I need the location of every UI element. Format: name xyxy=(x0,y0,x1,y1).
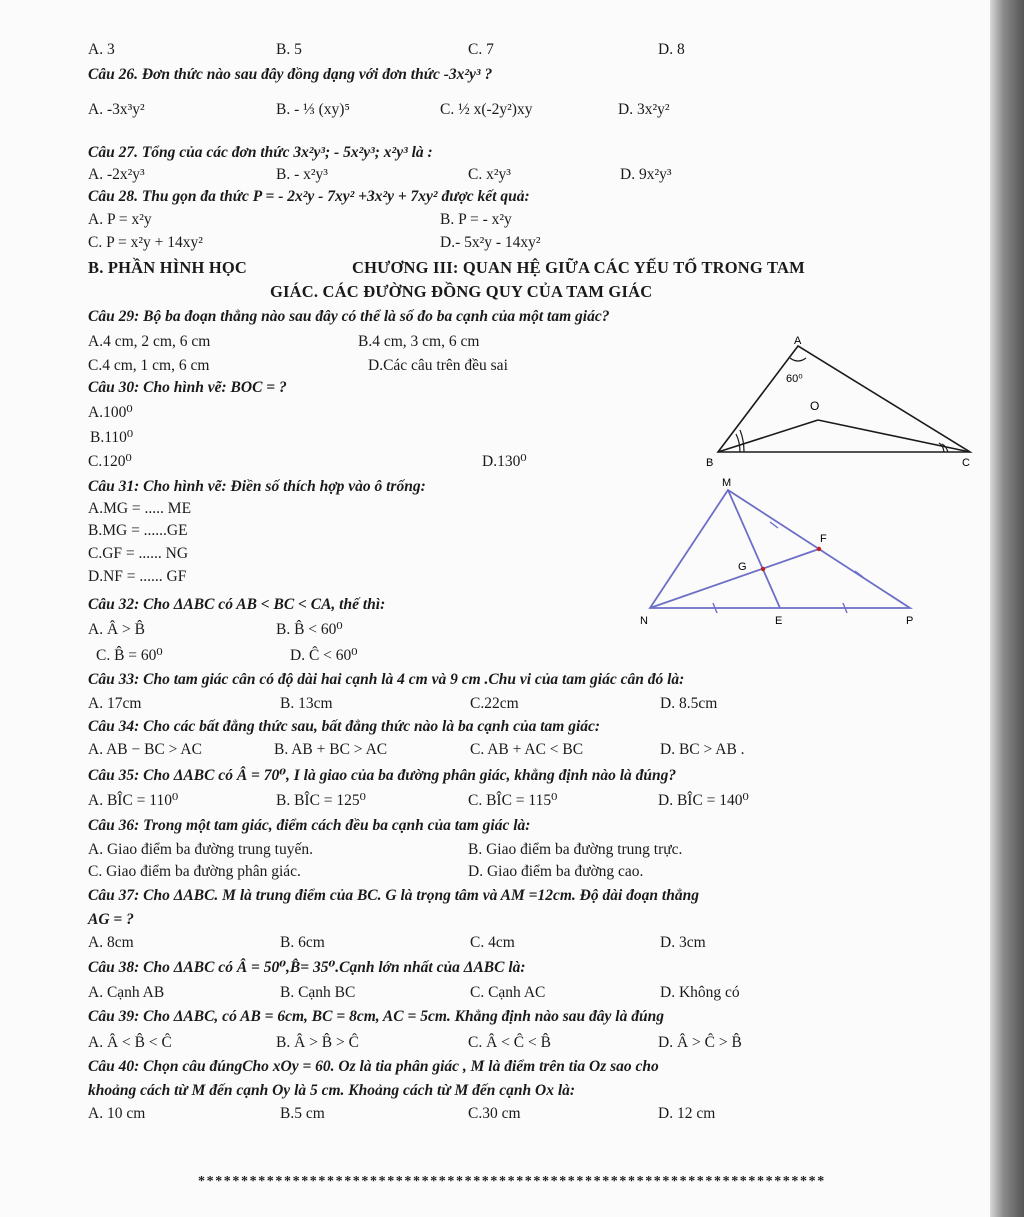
question-line: Câu 32: Cho ΔABC có AB < BC < CA, thế thì: xyxy=(88,596,386,613)
answer-option: A.100⁰ xyxy=(88,404,133,421)
question-line: Câu 33: Cho tam giác cân có độ dài hai cạnh là 4 cm và 9 cm .Chu vi của tam giác cân đó là: xyxy=(88,671,685,688)
answer-option: B.4 cm, 3 cm, 6 cm xyxy=(358,333,480,350)
question-line: Câu 37: Cho ΔABC. M là trung điểm của BC. G là trọng tâm và AM =12cm. Độ dài đoạn thẳng xyxy=(88,887,699,904)
answer-option: B. P = - x²y xyxy=(440,211,512,228)
answer-option: D.Các câu trên đều sai xyxy=(368,357,508,374)
question-line: Câu 29: Bộ ba đoạn thẳng nào sau đây có thể là số đo ba cạnh của một tam giác? xyxy=(88,308,610,325)
question-line: Câu 27. Tổng của các đơn thức 3x²y³; - 5x²y³; x²y³ là : xyxy=(88,144,433,161)
answer-option: A.4 cm, 2 cm, 6 cm xyxy=(88,333,211,350)
answer-option: A. -2x²y³ xyxy=(88,166,145,183)
answer-option: C. x²y³ xyxy=(468,166,511,183)
answer-option: B.110⁰ xyxy=(90,429,134,446)
answer-option: B.MG = ......GE xyxy=(88,522,188,539)
answer-option: D. 3cm xyxy=(660,934,706,951)
question-line: Câu 35: Cho ΔABC có Â = 70⁰, I là giao của ba đường phân giác, khẳng định nào là đúng? xyxy=(88,767,677,784)
answer-option: B. Cạnh BC xyxy=(280,984,356,1001)
answer-option: D. 8 xyxy=(658,41,685,58)
answer-option: B. - ⅓ (xy)⁵ xyxy=(276,101,350,118)
answer-option: B. 5 xyxy=(276,41,302,58)
answer-option: A. Â > B̂ xyxy=(88,621,145,638)
question-line: Câu 30: Cho hình vẽ: BOC = ? xyxy=(88,379,287,396)
answer-option: C. B̂ = 60⁰ xyxy=(96,647,163,664)
question-line: Câu 36: Trong một tam giác, điểm cách đều ba cạnh của tam giác là: xyxy=(88,817,531,834)
question-line: AG = ? xyxy=(88,911,134,928)
answer-option: C. ½ x(-2y²)xy xyxy=(440,101,533,118)
answer-option: D. 9x²y³ xyxy=(620,166,672,183)
fig31-label-n: N xyxy=(640,615,648,627)
section-heading: B. PHẦN HÌNH HỌC xyxy=(88,258,248,277)
question-line: Câu 31: Cho hình vẽ: Điền số thích hợp vào ô trống: xyxy=(88,478,426,495)
section-heading: GIÁC. CÁC ĐƯỜNG ĐỒNG QUY CỦA TAM GIÁC xyxy=(270,282,653,301)
answer-option: A.MG = ..... ME xyxy=(88,500,192,517)
separator-stars: ************************************************************************* xyxy=(198,1174,826,1189)
answer-option: A. 17cm xyxy=(88,695,142,712)
question-line: Câu 34: Cho các bất đẳng thức sau, bất đẳng thức nào là ba cạnh của tam giác: xyxy=(88,718,601,735)
question-line: Câu 38: Cho ΔABC có Â = 50⁰,B̂= 35⁰.Cạnh lớn nhất của ΔABC là: xyxy=(88,959,526,976)
answer-option: A. 8cm xyxy=(88,934,134,951)
answer-option: C.120⁰ xyxy=(88,453,132,470)
answer-option: C. 4cm xyxy=(470,934,515,951)
fig30-label-b: B xyxy=(706,457,714,469)
answer-option: D.NF = ...... GF xyxy=(88,568,187,585)
figure-triangle-boc xyxy=(700,332,990,472)
question-line: Câu 40: Chọn câu đúngCho xOy = 60. Oz là tia phân giác , M là điểm trên tia Oz sao cho xyxy=(88,1058,659,1075)
answer-option: A. 10 cm xyxy=(88,1105,146,1122)
answer-option: B. Giao điểm ba đường trung trực. xyxy=(468,841,683,858)
answer-option: C.22cm xyxy=(470,695,519,712)
answer-option: D. Ĉ < 60⁰ xyxy=(290,647,358,664)
answer-option: C. P = x²y + 14xy² xyxy=(88,234,203,251)
answer-option: B. 13cm xyxy=(280,695,333,712)
answer-option: B. Â > B̂ > Ĉ xyxy=(276,1034,359,1051)
fig30-label-o: O xyxy=(810,399,820,413)
answer-option: B.5 cm xyxy=(280,1105,325,1122)
page-edge-shadow xyxy=(990,0,1024,1217)
answer-option: C. Cạnh AC xyxy=(470,984,546,1001)
question-line: Câu 28. Thu gọn đa thức P = - 2x²y - 7xy² +3x²y + 7xy² được kết quả: xyxy=(88,188,530,205)
answer-option: D. BC > AB . xyxy=(660,741,745,758)
answer-option: D. BÎC = 140⁰ xyxy=(658,792,749,809)
question-line: khoảng cách từ M đến cạnh Oy là 5 cm. Khoảng cách từ M đến cạnh Ox là: xyxy=(88,1082,576,1099)
fig30-label-c: C xyxy=(962,457,970,469)
answer-option: C.4 cm, 1 cm, 6 cm xyxy=(88,357,210,374)
answer-option: C. 7 xyxy=(468,41,494,58)
answer-option: C. AB + AC < BC xyxy=(470,741,584,758)
fig30-label-a: A xyxy=(794,335,802,347)
answer-option: D. 3x²y² xyxy=(618,101,670,118)
answer-option: B. BÎC = 125⁰ xyxy=(276,792,366,809)
answer-option: A. Giao điểm ba đường trung tuyến. xyxy=(88,841,313,858)
answer-option: C. Â < Ĉ < B̂ xyxy=(468,1034,551,1051)
answer-option: C. BÎC = 115⁰ xyxy=(468,792,558,809)
answer-option: B. 6cm xyxy=(280,934,325,951)
fig31-label-p: P xyxy=(906,615,914,627)
answer-option: C.GF = ...... NG xyxy=(88,545,189,562)
answer-option: A. Â < B̂ < Ĉ xyxy=(88,1034,172,1051)
answer-option: C. Giao điểm ba đường phân giác. xyxy=(88,863,301,880)
section-heading: CHƯƠNG III: QUAN HỆ GIỮA CÁC YẾU TỐ TRONG TAM xyxy=(352,258,805,277)
fig31-label-e: E xyxy=(775,615,783,627)
answer-option: D.130⁰ xyxy=(482,453,527,470)
answer-option: A. BÎC = 110⁰ xyxy=(88,792,179,809)
figure-triangle-mnp xyxy=(630,472,940,632)
answer-option: B. B̂ < 60⁰ xyxy=(276,621,343,638)
answer-option: D. 8.5cm xyxy=(660,695,718,712)
question-line: Câu 26. Đơn thức nào sau đây đồng dạng với đơn thức -3x²y³ ? xyxy=(88,66,493,83)
answer-option: D. Không có xyxy=(660,984,740,1001)
answer-option: A. AB − BC > AC xyxy=(88,741,202,758)
answer-option: D.- 5x²y - 14xy² xyxy=(440,234,541,251)
answer-option: B. AB + BC > AC xyxy=(274,741,388,758)
fig30-label-angle: 60⁰ xyxy=(786,373,803,385)
fig31-label-m: M xyxy=(722,477,732,489)
answer-option: A. -3x³y² xyxy=(88,101,145,118)
answer-option: A. Cạnh AB xyxy=(88,984,165,1001)
answer-option: A. P = x²y xyxy=(88,211,152,228)
answer-option: A. 3 xyxy=(88,41,115,58)
fig31-label-f: F xyxy=(820,533,827,545)
question-line: Câu 39: Cho ΔABC, có AB = 6cm, BC = 8cm, AC = 5cm. Khẳng định nào sau đây là đúng xyxy=(88,1008,664,1025)
fig31-label-g: G xyxy=(738,561,747,573)
answer-option: B. - x²y³ xyxy=(276,166,328,183)
answer-option: D. Â > Ĉ > B̂ xyxy=(658,1034,742,1051)
answer-option: D. Giao điểm ba đường cao. xyxy=(468,863,644,880)
answer-option: C.30 cm xyxy=(468,1105,521,1122)
answer-option: D. 12 cm xyxy=(658,1105,716,1122)
